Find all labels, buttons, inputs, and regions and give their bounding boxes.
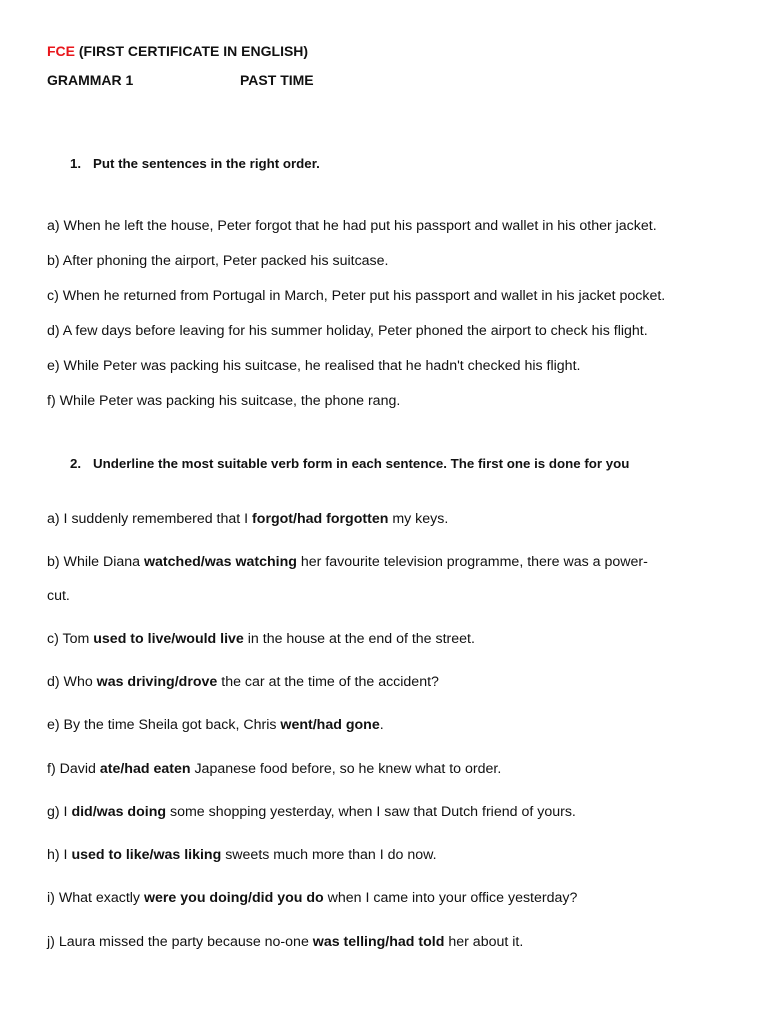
verb-choice: did/was doing: [71, 804, 167, 820]
ex2-item-b-continuation: cut.: [47, 588, 70, 604]
exercise-1-heading: [70, 156, 320, 171]
item-text: e) By the time Sheila got back, Chris: [47, 717, 281, 733]
grammar-label: GRAMMAR 1: [47, 72, 134, 88]
exercise-2-number: 2.: [70, 456, 82, 471]
item-text: h) I: [47, 847, 72, 863]
verb-choice: used to live/would live: [93, 631, 244, 647]
ex2-item-h: [47, 847, 437, 863]
ex2-item-a: [47, 511, 448, 527]
ex2-item-i: [47, 890, 577, 906]
verb-choice: was driving/drove: [96, 674, 218, 690]
ex2-item-b: [47, 554, 648, 570]
item-text: g) I: [47, 804, 72, 820]
item-text: sweets much more than I do now.: [221, 847, 437, 863]
item-text: i) What exactly: [47, 890, 144, 906]
ex2-item-c: [47, 631, 475, 647]
fce-label: FCE: [47, 43, 75, 59]
ex1-item-d: d) A few days before leaving for his summer holiday, Peter phoned the airport to check his flight.: [47, 323, 648, 339]
item-text: her about it.: [444, 934, 524, 950]
verb-choice: went/had gone: [280, 717, 380, 733]
item-text: my keys.: [388, 511, 449, 527]
verb-choice: ate/had eaten: [99, 761, 191, 777]
verb-choice: used to like/was liking: [71, 847, 222, 863]
item-text: Japanese food before, so he knew what to order.: [190, 761, 502, 777]
verb-choice: was telling/had told: [312, 934, 445, 950]
exercise-2-title: Underline the most suitable verb form in each sentence. The first one is done for you: [93, 456, 630, 471]
document-title: [47, 43, 308, 59]
exercise-2-heading: [70, 456, 629, 471]
item-text: j) Laura missed the party because no-one: [47, 934, 313, 950]
item-text: b) While Diana: [47, 554, 144, 570]
ex2-item-j: [47, 934, 523, 950]
item-text: c) Tom: [47, 631, 94, 647]
item-text: in the house at the end of the street.: [243, 631, 475, 647]
verb-choice: forgot/had forgotten: [252, 511, 389, 527]
topic-label: PAST TIME: [240, 72, 314, 88]
item-text: her favourite television programme, there was a power-: [296, 554, 648, 570]
ex1-item-b: b) After phoning the airport, Peter packed his suitcase.: [47, 253, 389, 269]
ex1-item-c: c) When he returned from Portugal in March, Peter put his passport and wallet in his jacket pocket.: [47, 288, 666, 304]
item-text: a) I suddenly remembered that I: [47, 511, 253, 527]
item-text: .: [379, 717, 384, 733]
item-text: the car at the time of the accident?: [217, 674, 439, 690]
grammar-header: [47, 72, 133, 88]
ex2-item-d: [47, 674, 439, 690]
ex1-item-e: e) While Peter was packing his suitcase, he realised that he hadn't checked his flight.: [47, 358, 581, 374]
item-text: some shopping yesterday, when I saw that Dutch friend of yours.: [166, 804, 576, 820]
exercise-1-title: Put the sentences in the right order.: [93, 156, 320, 171]
item-text: when I came into your office yesterday?: [323, 890, 578, 906]
ex1-item-a: a) When he left the house, Peter forgot that he had put his passport and wallet in his other jacket.: [47, 218, 657, 234]
ex2-item-e: [47, 717, 384, 733]
exercise-1-number: 1.: [70, 156, 82, 171]
ex2-item-f: [47, 761, 501, 777]
title-rest: (FIRST CERTIFICATE IN ENGLISH): [78, 43, 309, 59]
item-text: d) Who: [47, 674, 97, 690]
ex1-item-f: f) While Peter was packing his suitcase, the phone rang.: [47, 393, 401, 409]
item-text: f) David: [47, 761, 100, 777]
verb-choice: were you doing/did you do: [143, 890, 324, 906]
ex2-item-g: [47, 804, 576, 820]
verb-choice: watched/was watching: [144, 554, 297, 570]
